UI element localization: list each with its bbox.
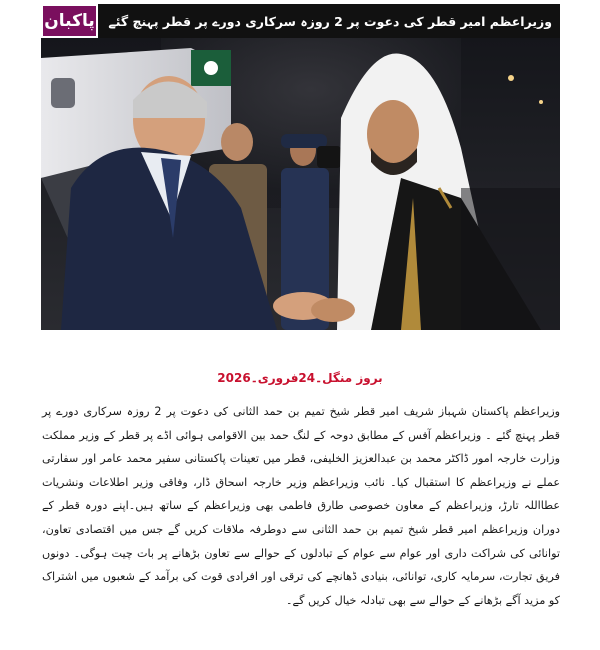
- section-tag[interactable]: پاکبان: [41, 4, 98, 38]
- news-photo: [41, 38, 560, 330]
- headline: وزیراعظم امیر قطر کی دعوت پر 2 روزہ سرکاری دورے پر قطر پہنچ گئے: [98, 4, 560, 38]
- article-body: وزیراعظم پاکستان شہباز شریف امیر قطر شیخ تمیم بن حمد الثانی کی دعوت پر 2 روزہ سرکاری دورے پر قطر پہنچ گئے ۔ وزیراعظم آفس کے مطابق دوحہ کے لنگ حمد بین الاقوامی ہوائی اڈے پر قطر کے وزیر مملکت وزارت خارجہ امور ڈاکٹر محمد بن عبدالعزیز الخلیفی، قطر میں تعینات پاکستانی سفیر محمد عامر اور سفارتی عملے نے وزیراعظم کا استقبال کیا۔ نائب وزیراعظم وزیر خارجہ اسحاق ڈار، وفاقی وزیر اطلاعات ونشریات عطااللہ تارڑ، وزیراعظم کے معاون خصوصی طارق فاطمی بھی وزیراعظم کے ساتھ ہیں۔اپنے دورہ قطر کے دوران وزیراعظم امیر قطر شیخ تمیم بن حمد الثانی سے دوطرفہ ملاقات کریں گے جس میں اقتصادی تعاون، توانائی کی شراکت داری اور عوام سے عوام کے تبادلوں کے حوالے سے تعاون بڑھانے پر بات چیت ہوگی۔ دونوں فریق تجارت، سرمایہ کاری، توانائی، بنیادی ڈھانچے کی ترقی اور افرادی قوت کی برآمد کے شعبوں میں اشتراک کو مزید آگے بڑھانے کے حوالے سے بھی تبادلہ خیال کریں گے۔: [42, 405, 560, 607]
- dateline: بروز منگل۔24فروری۔2026: [217, 371, 383, 385]
- article-header: [41, 4, 560, 38]
